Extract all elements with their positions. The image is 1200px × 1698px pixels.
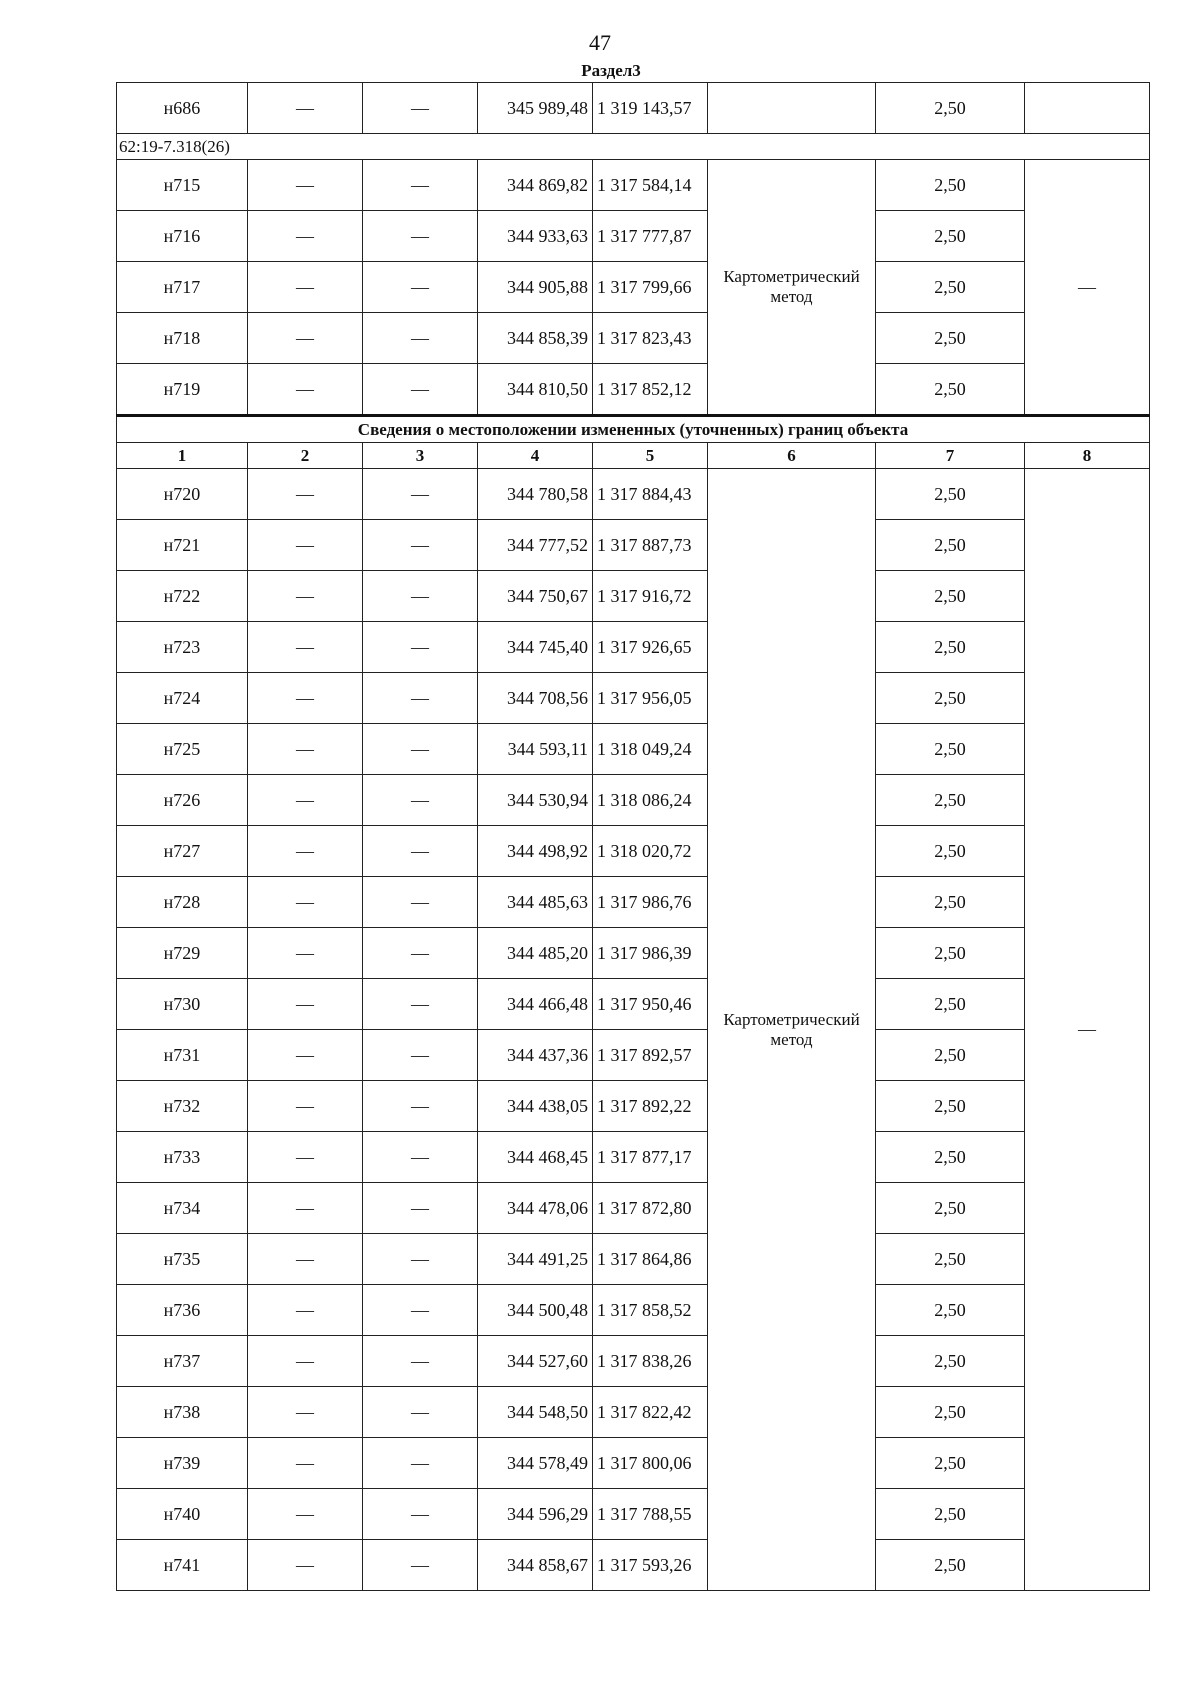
- y-coordinate: 1 317 858,52: [593, 1285, 708, 1336]
- accuracy-value: 2,50: [876, 1387, 1025, 1438]
- parcel-row: [117, 134, 1150, 160]
- table-row: [117, 313, 1150, 364]
- accuracy-value: 2,50: [876, 1438, 1025, 1489]
- y-coordinate: 1 317 823,43: [593, 313, 708, 364]
- accuracy-value: 2,50: [876, 469, 1025, 520]
- column-number: 5: [593, 443, 708, 469]
- y-coordinate: 1 317 852,12: [593, 364, 708, 416]
- point-name: н737: [117, 1336, 248, 1387]
- x-coordinate: 344 593,11: [478, 724, 593, 775]
- y-coordinate: 1 317 584,14: [593, 160, 708, 211]
- table-row: [117, 160, 1150, 211]
- method-cell: [708, 83, 876, 134]
- accuracy-value: 2,50: [876, 364, 1025, 416]
- col2-value: —: [248, 1387, 363, 1438]
- point-name: н719: [117, 364, 248, 416]
- point-name: н723: [117, 622, 248, 673]
- col3-value: —: [363, 520, 478, 571]
- accuracy-value: 2,50: [876, 313, 1025, 364]
- col2-value: —: [248, 673, 363, 724]
- col2-value: —: [248, 1234, 363, 1285]
- y-coordinate: 1 317 956,05: [593, 673, 708, 724]
- table-row: [117, 1540, 1150, 1591]
- accuracy-value: 2,50: [876, 160, 1025, 211]
- point-name: н725: [117, 724, 248, 775]
- accuracy-value: 2,50: [876, 520, 1025, 571]
- table-row: [117, 1336, 1150, 1387]
- point-name: н731: [117, 1030, 248, 1081]
- col3-value: —: [363, 1030, 478, 1081]
- y-coordinate: 1 317 593,26: [593, 1540, 708, 1591]
- col3-value: —: [363, 1132, 478, 1183]
- table-row: [117, 262, 1150, 313]
- y-coordinate: 1 318 086,24: [593, 775, 708, 826]
- col3-value: —: [363, 979, 478, 1030]
- col3-value: —: [363, 877, 478, 928]
- x-coordinate: 345 989,48: [478, 83, 593, 134]
- point-name: н716: [117, 211, 248, 262]
- accuracy-value: 2,50: [876, 622, 1025, 673]
- table-row: [117, 979, 1150, 1030]
- col2-value: —: [248, 1285, 363, 1336]
- point-name: н724: [117, 673, 248, 724]
- y-coordinate: 1 318 049,24: [593, 724, 708, 775]
- y-coordinate: 1 317 822,42: [593, 1387, 708, 1438]
- accuracy-value: 2,50: [876, 262, 1025, 313]
- col2-value: —: [248, 979, 363, 1030]
- table-row: [117, 826, 1150, 877]
- y-coordinate: 1 317 892,57: [593, 1030, 708, 1081]
- x-coordinate: 344 478,06: [478, 1183, 593, 1234]
- x-coordinate: 344 708,56: [478, 673, 593, 724]
- col3-value: —: [363, 673, 478, 724]
- table-row: [117, 83, 1150, 134]
- x-coordinate: 344 498,92: [478, 826, 593, 877]
- col3-value: —: [363, 83, 478, 134]
- x-coordinate: 344 780,58: [478, 469, 593, 520]
- column-number: 8: [1025, 443, 1150, 469]
- point-name: н715: [117, 160, 248, 211]
- col3-value: —: [363, 1438, 478, 1489]
- point-name: н736: [117, 1285, 248, 1336]
- x-coordinate: 344 750,67: [478, 571, 593, 622]
- table-body: [117, 83, 1150, 1591]
- col3-value: —: [363, 1387, 478, 1438]
- y-coordinate: 1 317 838,26: [593, 1336, 708, 1387]
- x-coordinate: 344 858,39: [478, 313, 593, 364]
- accuracy-value: 2,50: [876, 826, 1025, 877]
- accuracy-value: 2,50: [876, 1540, 1025, 1591]
- col3-value: —: [363, 571, 478, 622]
- y-coordinate: 1 319 143,57: [593, 83, 708, 134]
- col3-value: —: [363, 469, 478, 520]
- col2-value: —: [248, 83, 363, 134]
- x-coordinate: 344 777,52: [478, 520, 593, 571]
- table-row: [117, 520, 1150, 571]
- accuracy-value: 2,50: [876, 1489, 1025, 1540]
- point-name: н728: [117, 877, 248, 928]
- col3-value: —: [363, 160, 478, 211]
- point-name: н732: [117, 1081, 248, 1132]
- col3-value: —: [363, 622, 478, 673]
- point-name: н738: [117, 1387, 248, 1438]
- table-row: [117, 622, 1150, 673]
- accuracy-value: 2,50: [876, 83, 1025, 134]
- y-coordinate: 1 317 777,87: [593, 211, 708, 262]
- col2-value: —: [248, 1438, 363, 1489]
- point-name: н729: [117, 928, 248, 979]
- x-coordinate: 344 530,94: [478, 775, 593, 826]
- col2-value: —: [248, 160, 363, 211]
- point-name: н741: [117, 1540, 248, 1591]
- accuracy-value: 2,50: [876, 1183, 1025, 1234]
- point-name: н726: [117, 775, 248, 826]
- accuracy-value: 2,50: [876, 877, 1025, 928]
- x-coordinate: 344 527,60: [478, 1336, 593, 1387]
- col3-value: —: [363, 1081, 478, 1132]
- col3-value: —: [363, 826, 478, 877]
- col3-value: —: [363, 724, 478, 775]
- col2-value: —: [248, 724, 363, 775]
- point-name: н733: [117, 1132, 248, 1183]
- table-row: [117, 724, 1150, 775]
- point-name: н734: [117, 1183, 248, 1234]
- col2-value: —: [248, 622, 363, 673]
- col2-value: —: [248, 1183, 363, 1234]
- col2-value: —: [248, 1081, 363, 1132]
- point-name: н720: [117, 469, 248, 520]
- point-name: н686: [117, 83, 248, 134]
- accuracy-value: 2,50: [876, 1030, 1025, 1081]
- x-coordinate: 344 485,20: [478, 928, 593, 979]
- column-number: 7: [876, 443, 1025, 469]
- x-coordinate: 344 578,49: [478, 1438, 593, 1489]
- col3-value: —: [363, 1336, 478, 1387]
- col3-value: —: [363, 262, 478, 313]
- point-name: н739: [117, 1438, 248, 1489]
- col2-value: —: [248, 1132, 363, 1183]
- y-coordinate: 1 317 884,43: [593, 469, 708, 520]
- col2-value: —: [248, 877, 363, 928]
- x-coordinate: 344 491,25: [478, 1234, 593, 1285]
- col2-value: —: [248, 262, 363, 313]
- x-coordinate: 344 438,05: [478, 1081, 593, 1132]
- col2-value: —: [248, 1336, 363, 1387]
- y-coordinate: 1 317 926,65: [593, 622, 708, 673]
- y-coordinate: 1 317 872,80: [593, 1183, 708, 1234]
- y-coordinate: 1 317 986,39: [593, 928, 708, 979]
- point-name: н718: [117, 313, 248, 364]
- x-coordinate: 344 468,45: [478, 1132, 593, 1183]
- y-coordinate: 1 317 887,73: [593, 520, 708, 571]
- table-row: [117, 1081, 1150, 1132]
- column-number: 4: [478, 443, 593, 469]
- accuracy-value: 2,50: [876, 775, 1025, 826]
- y-coordinate: 1 317 799,66: [593, 262, 708, 313]
- section-heading-row: [117, 416, 1150, 443]
- accuracy-value: 2,50: [876, 724, 1025, 775]
- x-coordinate: 344 548,50: [478, 1387, 593, 1438]
- table-row: [117, 1489, 1150, 1540]
- table-row: [117, 1234, 1150, 1285]
- col3-value: —: [363, 1183, 478, 1234]
- x-coordinate: 344 437,36: [478, 1030, 593, 1081]
- accuracy-value: 2,50: [876, 1234, 1025, 1285]
- table-row: [117, 364, 1150, 416]
- col2-value: —: [248, 469, 363, 520]
- column-number: 3: [363, 443, 478, 469]
- accuracy-value: 2,50: [876, 928, 1025, 979]
- point-name: н722: [117, 571, 248, 622]
- col3-value: —: [363, 775, 478, 826]
- col3-value: —: [363, 1540, 478, 1591]
- col2-value: —: [248, 826, 363, 877]
- col8-value: —: [1025, 469, 1150, 1591]
- column-number: 2: [248, 443, 363, 469]
- table-row: [117, 1438, 1150, 1489]
- x-coordinate: 344 466,48: [478, 979, 593, 1030]
- col2-value: —: [248, 313, 363, 364]
- table-row: [117, 1387, 1150, 1438]
- table-row: [117, 1030, 1150, 1081]
- table-row: [117, 1285, 1150, 1336]
- column-number: 1: [117, 443, 248, 469]
- point-name: н717: [117, 262, 248, 313]
- table-row: [117, 928, 1150, 979]
- col3-value: —: [363, 211, 478, 262]
- x-coordinate: 344 745,40: [478, 622, 593, 673]
- accuracy-value: 2,50: [876, 1081, 1025, 1132]
- accuracy-value: 2,50: [876, 211, 1025, 262]
- x-coordinate: 344 485,63: [478, 877, 593, 928]
- col3-value: —: [363, 1489, 478, 1540]
- y-coordinate: 1 317 864,86: [593, 1234, 708, 1285]
- x-coordinate: 344 905,88: [478, 262, 593, 313]
- x-coordinate: 344 810,50: [478, 364, 593, 416]
- accuracy-value: 2,50: [876, 1285, 1025, 1336]
- column-number: 6: [708, 443, 876, 469]
- section-heading: Сведения о местоположении измененных (уточненных) границ объекта: [117, 416, 1150, 443]
- col2-value: —: [248, 364, 363, 416]
- point-name: н727: [117, 826, 248, 877]
- table-row: [117, 211, 1150, 262]
- col3-value: —: [363, 364, 478, 416]
- table-row: [117, 877, 1150, 928]
- coordinates-table: [116, 82, 1150, 1591]
- method-cell: Картометрический метод: [708, 469, 876, 1591]
- col2-value: —: [248, 520, 363, 571]
- col2-value: —: [248, 1540, 363, 1591]
- col2-value: —: [248, 211, 363, 262]
- col3-value: —: [363, 1285, 478, 1336]
- accuracy-value: 2,50: [876, 571, 1025, 622]
- y-coordinate: 1 317 892,22: [593, 1081, 708, 1132]
- y-coordinate: 1 317 877,17: [593, 1132, 708, 1183]
- col3-value: —: [363, 1234, 478, 1285]
- method-cell: Картометрический метод: [708, 160, 876, 416]
- col8-value: [1025, 83, 1150, 134]
- point-name: н735: [117, 1234, 248, 1285]
- point-name: н730: [117, 979, 248, 1030]
- column-numbers-row: [117, 443, 1150, 469]
- col2-value: —: [248, 775, 363, 826]
- col2-value: —: [248, 1030, 363, 1081]
- table-row: [117, 673, 1150, 724]
- table-row: [117, 1132, 1150, 1183]
- x-coordinate: 344 869,82: [478, 160, 593, 211]
- table-row: [117, 775, 1150, 826]
- parcel-label: 62:19-7.318(26): [117, 134, 1150, 160]
- col2-value: —: [248, 571, 363, 622]
- y-coordinate: 1 317 800,06: [593, 1438, 708, 1489]
- table-row: [117, 1183, 1150, 1234]
- col3-value: —: [363, 313, 478, 364]
- col8-value: —: [1025, 160, 1150, 416]
- accuracy-value: 2,50: [876, 979, 1025, 1030]
- x-coordinate: 344 500,48: [478, 1285, 593, 1336]
- point-name: н721: [117, 520, 248, 571]
- col3-value: —: [363, 928, 478, 979]
- y-coordinate: 1 318 020,72: [593, 826, 708, 877]
- page-number: 47: [589, 30, 611, 55]
- accuracy-value: 2,50: [876, 1336, 1025, 1387]
- accuracy-value: 2,50: [876, 1132, 1025, 1183]
- col2-value: —: [248, 928, 363, 979]
- y-coordinate: 1 317 916,72: [593, 571, 708, 622]
- table-row: [117, 469, 1150, 520]
- point-name: н740: [117, 1489, 248, 1540]
- section-title: Раздел3: [581, 61, 641, 80]
- table-row: [117, 571, 1150, 622]
- col2-value: —: [248, 1489, 363, 1540]
- y-coordinate: 1 317 986,76: [593, 877, 708, 928]
- x-coordinate: 344 596,29: [478, 1489, 593, 1540]
- y-coordinate: 1 317 950,46: [593, 979, 708, 1030]
- y-coordinate: 1 317 788,55: [593, 1489, 708, 1540]
- x-coordinate: 344 933,63: [478, 211, 593, 262]
- x-coordinate: 344 858,67: [478, 1540, 593, 1591]
- accuracy-value: 2,50: [876, 673, 1025, 724]
